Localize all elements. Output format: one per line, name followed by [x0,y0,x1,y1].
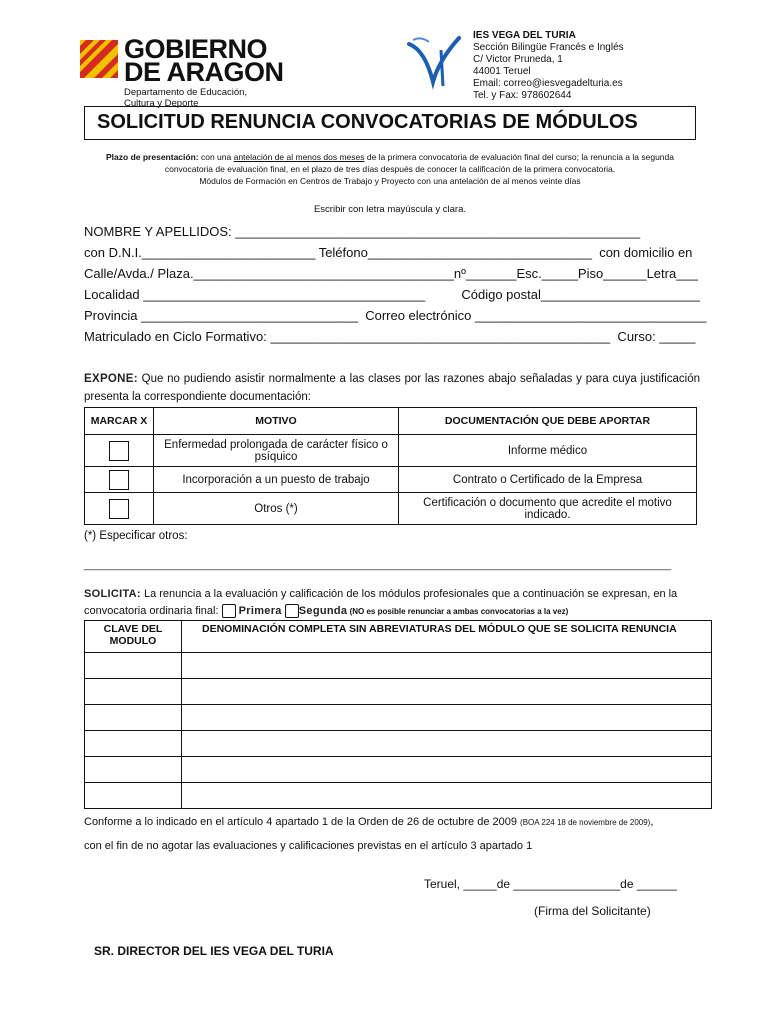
school-address: C/ Victor Pruneda, 1 [473,54,563,65]
header-documentacion: DOCUMENTACIÓN QUE DEBE APORTAR [399,408,697,435]
school-name: IES VEGA DEL TURIA [473,30,576,41]
checkbox-segunda[interactable] [285,604,299,618]
primera-label: Primera [238,605,282,617]
clave-cell[interactable] [85,705,182,731]
checkbox-primera[interactable] [222,604,236,618]
solicita-paragraph [84,586,700,620]
field-localidad[interactable]: Localidad _______________________________________ Código postal______________________ [84,287,700,302]
denominacion-cell[interactable] [182,731,712,757]
header-denominacion: DENOMINACIÓN COMPLETA SIN ABREVIATURAS DEL MÓDULO QUE SE SOLICITA RENUNCIA [182,621,712,653]
field-provincia[interactable]: Provincia ______________________________ Correo electrónico ________________________________ [84,308,707,323]
table-row [85,493,697,525]
school-phone: Tel. y Fax: 978602644 [473,90,572,101]
table-row [85,757,712,783]
plazo-rest: de la primera convocatoria de evaluación final del curso; la renuncia a la segunda convocatoria de evaluación final, en el plazo de tres días después de conocer la calificación de la primera convocatoria. [164,152,674,174]
field-calle[interactable]: Calle/Avda./ Plaza.____________________________________nº_______Esc._____Piso______Letra___ [84,266,698,281]
table-row [85,467,697,493]
table-row [85,705,712,731]
solicita-note: (NO es posible renunciar a ambas convocatorias a la vez) [347,607,569,616]
gov-line-2: DE ARAGON [124,57,284,87]
checkbox-trabajo[interactable] [109,470,129,490]
plazo-underlined: antelación de al menos dos meses [233,152,365,162]
denominacion-cell[interactable] [182,705,712,731]
plazo-presentacion [84,151,696,187]
especificar-field[interactable]: ________________________________________________________________________________________________ [84,559,672,571]
conforme-main: Conforme a lo indicado en el artículo 4 apartado 1 de la Orden de 26 de octubre de 2009 [84,816,521,828]
plazo-label: Plazo de presentación: [106,152,199,162]
form-title: SOLICITUD RENUNCIA CONVOCATORIAS DE MÓDULOS [84,106,696,140]
conforme-boa: (BOA 224 18 de noviembre de 2009) [520,818,651,827]
gov-line-1: GOBIERNO [124,34,268,64]
table-row [85,679,712,705]
denominacion-cell[interactable] [182,783,712,809]
school-section: Sección Bilingüe Francés e Inglés [473,42,624,53]
dept-line-1: Departamento de Educación, [124,87,248,98]
aragon-flag-logo [80,40,118,78]
table-row [85,435,697,467]
checkbox-cell [85,493,154,525]
clave-cell[interactable] [85,757,182,783]
instruction-text: Escribir con letra mayúscula y clara. [313,204,467,215]
school-city: 44001 Teruel [473,66,531,77]
field-nombre[interactable]: NOMBRE Y APELLIDOS: ________________________________________________________ [84,224,641,239]
field-matriculado[interactable]: Matriculado en Ciclo Formativo: _______________________________________________ Curso: _____ [84,329,696,344]
solicita-text: La renuncia a la evaluación y calificación de los módulos profesionales que a continuación se expresan, en la convocatoria ordinaria final: [84,588,678,617]
conforme-text [84,816,653,828]
motivo-cell: Enfermedad prolongada de carácter físico o psíquico [154,435,399,467]
field-dni[interactable]: con D.N.I.________________________ Teléfono_______________________________ con domicilio en [84,245,693,260]
plazo-pre: con una [198,152,234,162]
clave-cell[interactable] [85,783,182,809]
header-clave: CLAVE DEL MODULO [85,621,182,653]
motivos-table [84,407,697,525]
denominacion-cell[interactable] [182,653,712,679]
table-row [85,731,712,757]
table-row [85,653,712,679]
checkbox-enfermedad[interactable] [109,441,129,461]
denominacion-cell[interactable] [182,679,712,705]
clave-cell[interactable] [85,653,182,679]
school-email: Email: correo@iesvegadelturia.es [473,78,623,89]
header-marcar: MARCAR X [85,408,154,435]
denominacion-cell[interactable] [182,757,712,783]
checkbox-cell [85,435,154,467]
conforme-end: , [650,816,654,828]
motivo-cell: Otros (*) [154,493,399,525]
expone-paragraph [84,370,700,406]
header-motivo: MOTIVO [154,408,399,435]
clave-cell[interactable] [85,679,182,705]
checkbox-otros[interactable] [109,499,129,519]
fecha-field[interactable]: Teruel, _____de ________________de ______ [424,877,677,891]
modulos-table [84,620,712,809]
con-fin-text: con el fin de no agotar las evaluaciones y calificaciones previstas en el artículo 3 apartado 1 [84,840,533,852]
school-info [473,30,624,102]
director-addressee: SR. DIRECTOR DEL IES VEGA DEL TURIA [94,944,334,958]
expone-label: EXPONE: [84,373,138,385]
school-logo [403,30,467,94]
firma-label: (Firma del Solicitante) [534,904,651,918]
table-row [85,783,712,809]
clave-cell[interactable] [85,731,182,757]
motivo-cell: Incorporación a un puesto de trabajo [154,467,399,493]
dept-line-2: Cultura y Deporte [124,98,199,109]
checkbox-cell [85,467,154,493]
expone-text: Que no pudiendo asistir normalmente a las clases por las razones abajo señaladas y para cuya justificación presenta la correspondiente documentación: [84,373,700,403]
segunda-label: Segunda [298,605,348,617]
especificar-label: (*) Especificar otros: [84,530,188,542]
government-logo-text [124,34,284,87]
doc-cell: Contrato o Certificado de la Empresa [399,467,697,493]
doc-cell: Informe médico [399,435,697,467]
plazo-line3: Módulos de Formación en Centros de Trabajo y Proyecto con una antelación de al menos veinte días [199,176,581,186]
solicita-label: SOLICITA: [84,588,141,600]
doc-cell: Certificación o documento que acredite el motivo indicado. [399,493,697,525]
